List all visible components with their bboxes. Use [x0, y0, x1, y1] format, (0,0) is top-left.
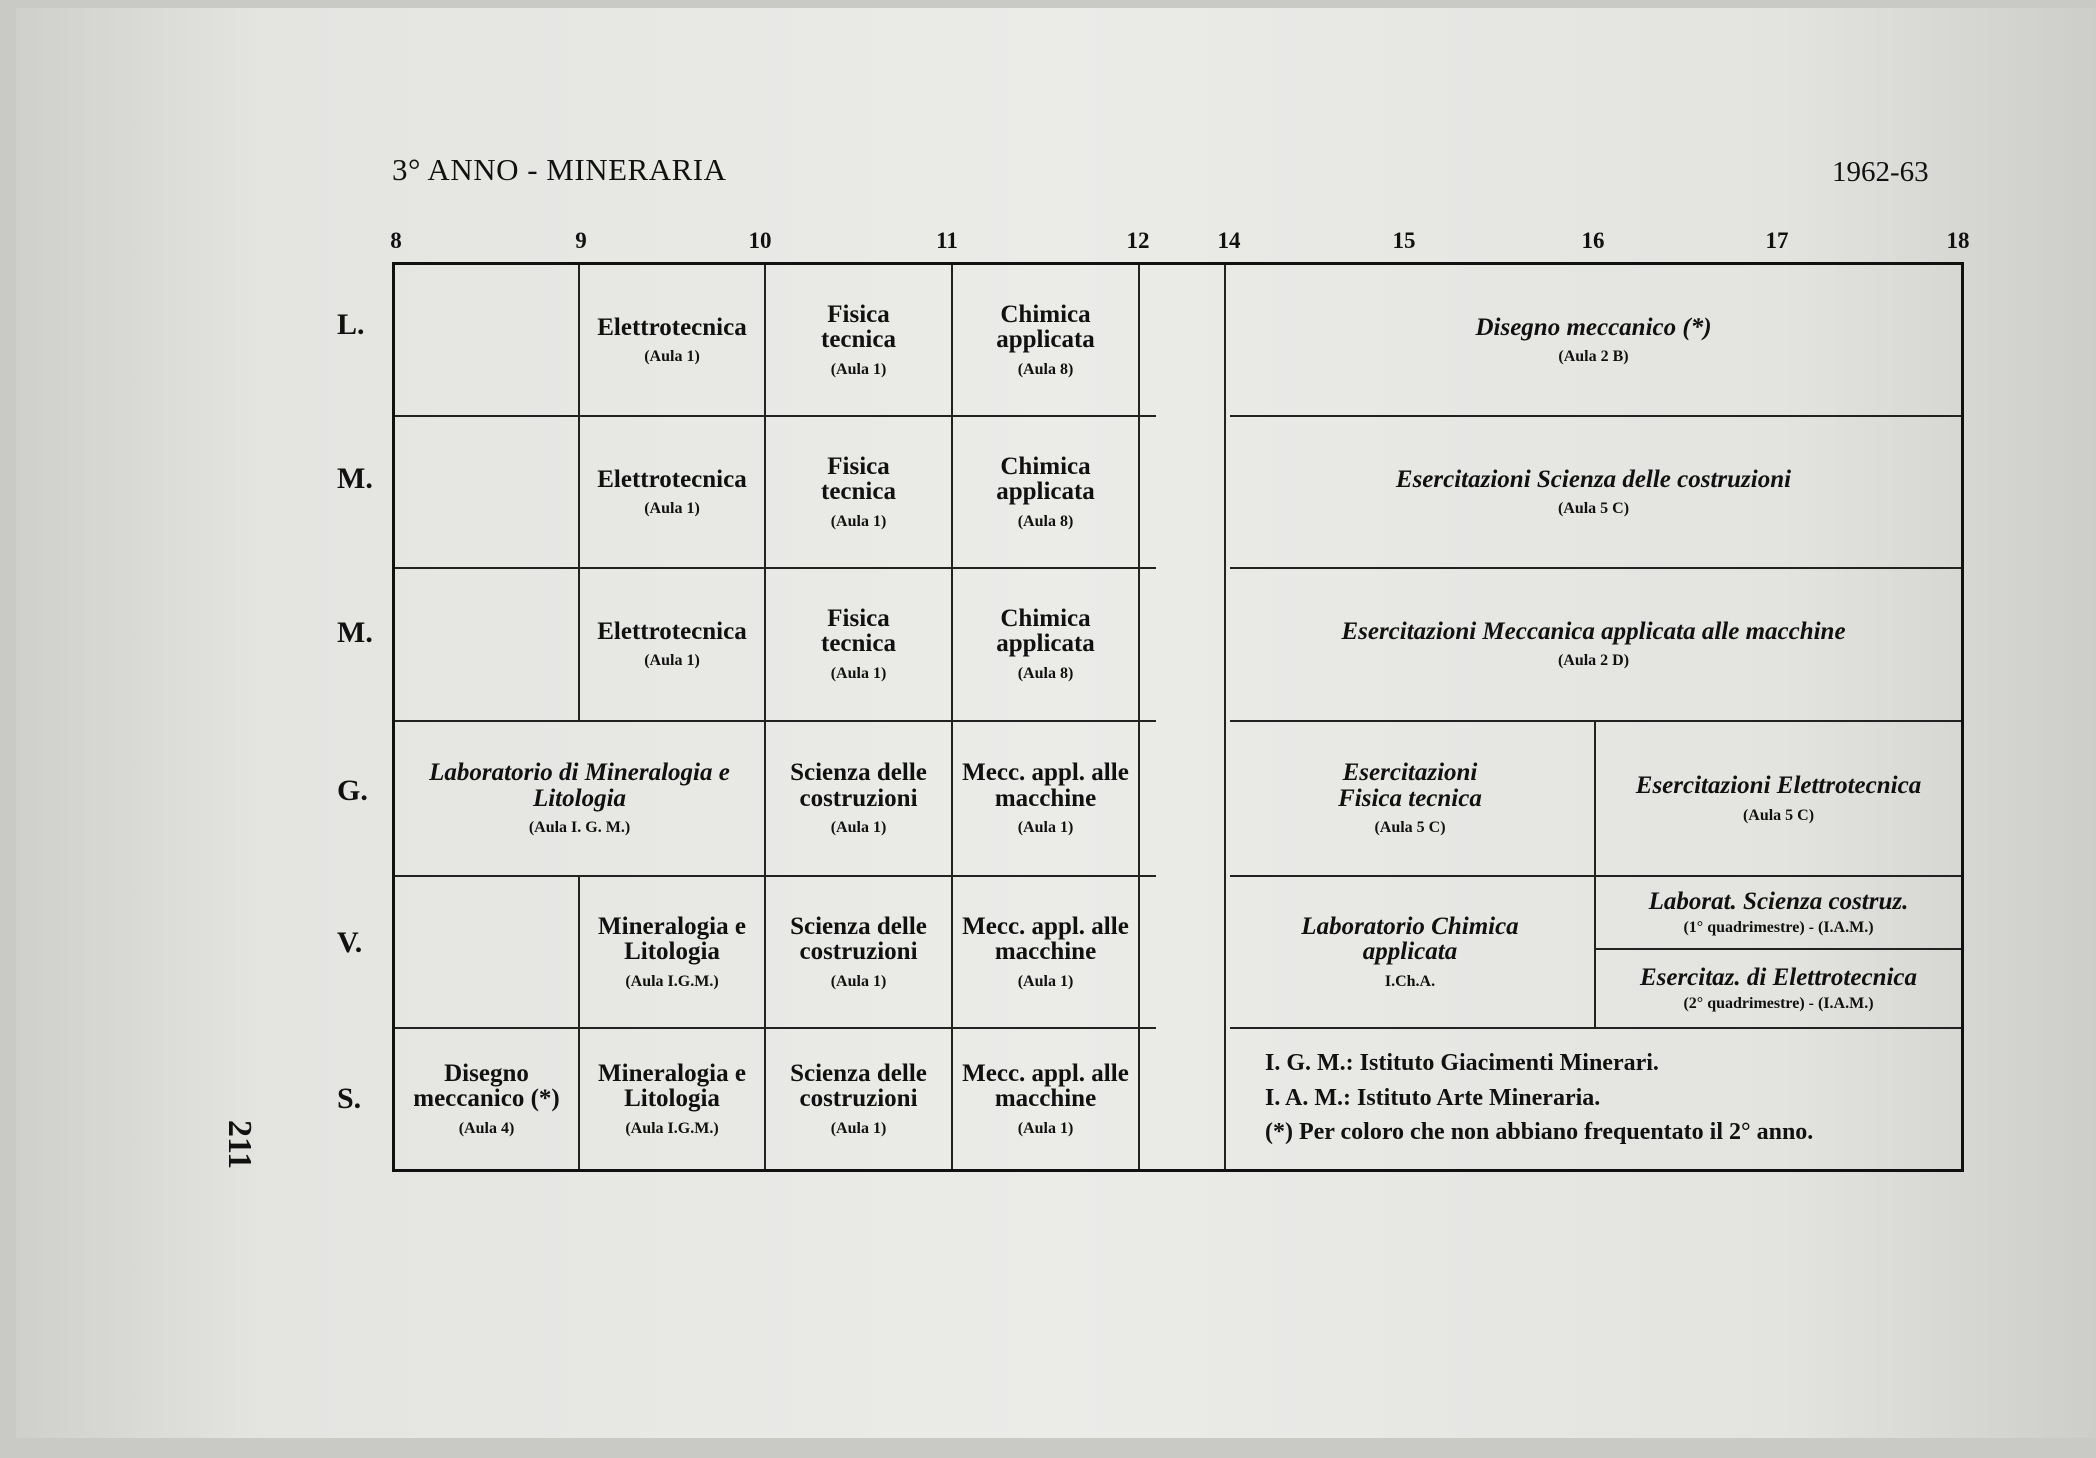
cell-mercoledi-fisica: Fisica tecnica (Aula 1): [821, 604, 896, 682]
day-label-giovedi: G.: [337, 774, 368, 807]
hour-label: 14: [1217, 228, 1241, 253]
hour-label: 12: [1126, 228, 1150, 253]
cell-sabato-disegno: Disegno meccanico (*) (Aula 4): [413, 1059, 560, 1137]
cell-giovedi-laboratorio-mineralogia: Laboratorio di Mineralogia e Litologia (Aula I. G. M.): [429, 759, 730, 837]
column-divider: [1138, 265, 1140, 1169]
cell-sabato-meccanica: Mecc. appl. alle macchine (Aula 1): [962, 1059, 1129, 1137]
page-number: 211: [221, 1120, 258, 1170]
cell-giovedi-esercitazioni-elettrotecnica: Esercitazioni Elettrotecnica (Aula 5 C): [1635, 772, 1922, 824]
cell-martedi-chimica: Chimica applicata (Aula 8): [996, 452, 1095, 530]
hour-label: 15: [1392, 228, 1416, 253]
hour-label: 8: [390, 228, 402, 253]
cell-lunedi-chimica: Chimica applicata (Aula 8): [996, 300, 1095, 378]
hour-label: 11: [936, 228, 958, 253]
legend-igm: I. G. M.: Istituto Giacimenti Minerari.: [1265, 1050, 1659, 1076]
hour-label: 17: [1765, 228, 1789, 253]
hour-label: 18: [1946, 228, 1970, 253]
day-label-venerdi: V.: [337, 926, 363, 959]
cell-giovedi-esercitazioni-fisica: Esercitazioni Fisica tecnica (Aula 5 C): [1338, 759, 1482, 837]
day-label-lunedi: L.: [337, 308, 365, 341]
cell-lunedi-fisica: Fisica tecnica (Aula 1): [821, 300, 896, 378]
cell-venerdi-laboratorio-chimica: Laboratorio Chimica applicata I.Ch.A.: [1301, 912, 1519, 990]
cell-martedi-elettrotecnica: Elettrotecnica (Aula 1): [597, 465, 747, 518]
cell-mercoledi-pomeriggio: Esercitazioni Meccanica applicata alle macchine (Aula 2 D): [1341, 617, 1846, 670]
cell-giovedi-scienza: Scienza delle costruzioni (Aula 1): [790, 759, 927, 837]
hour-label: 10: [748, 228, 772, 253]
cell-sabato-scienza: Scienza delle costruzioni (Aula 1): [790, 1059, 927, 1137]
cell-mercoledi-chimica: Chimica applicata (Aula 8): [996, 604, 1095, 682]
cell-lunedi-elettrotecnica: Elettrotecnica (Aula 1): [597, 313, 747, 366]
cell-martedi-pomeriggio: Esercitazioni Scienza delle costruzioni (Aula 5 C): [1395, 465, 1792, 518]
cell-martedi-fisica: Fisica tecnica (Aula 1): [821, 452, 896, 530]
cell-venerdi-scienza: Scienza delle costruzioni (Aula 1): [790, 912, 927, 990]
timetable-grid: [392, 262, 1964, 1172]
day-label-sabato: S.: [337, 1082, 362, 1115]
cell-venerdi-mineralogia: Mineralogia e Litologia (Aula I.G.M.): [598, 912, 746, 990]
hour-label: 9: [575, 228, 587, 253]
cell-mercoledi-elettrotecnica: Elettrotecnica (Aula 1): [597, 617, 747, 670]
legend-footnote: (*) Per coloro che non abbiano frequentato il 2° anno.: [1265, 1119, 1814, 1145]
cell-venerdi-laboratorio-scienza: Laborat. Scienza costruz. (1° quadrimestre) - (I.A.M.): [1648, 888, 1909, 936]
academic-year: 1962-63: [1832, 156, 1929, 188]
day-label-mercoledi: M.: [337, 616, 373, 649]
cell-sabato-mineralogia: Mineralogia e Litologia (Aula I.G.M.): [598, 1059, 746, 1137]
legend-iam: I. A. M.: Istituto Arte Mineraria.: [1265, 1085, 1601, 1111]
cell-venerdi-meccanica: Mecc. appl. alle macchine (Aula 1): [962, 912, 1129, 990]
page-title: 3° ANNO - MINERARIA: [392, 152, 727, 187]
hour-label: 16: [1581, 228, 1605, 253]
cell-venerdi-esercitazioni-elettrotecnica: Esercitaz. di Elettrotecnica (2° quadrimestre) - (I.A.M.): [1639, 964, 1918, 1012]
cell-lunedi-pomeriggio: Disegno meccanico (*) (Aula 2 B): [1475, 313, 1712, 366]
day-label-martedi: M.: [337, 462, 373, 495]
cell-giovedi-meccanica: Mecc. appl. alle macchine (Aula 1): [962, 759, 1129, 837]
